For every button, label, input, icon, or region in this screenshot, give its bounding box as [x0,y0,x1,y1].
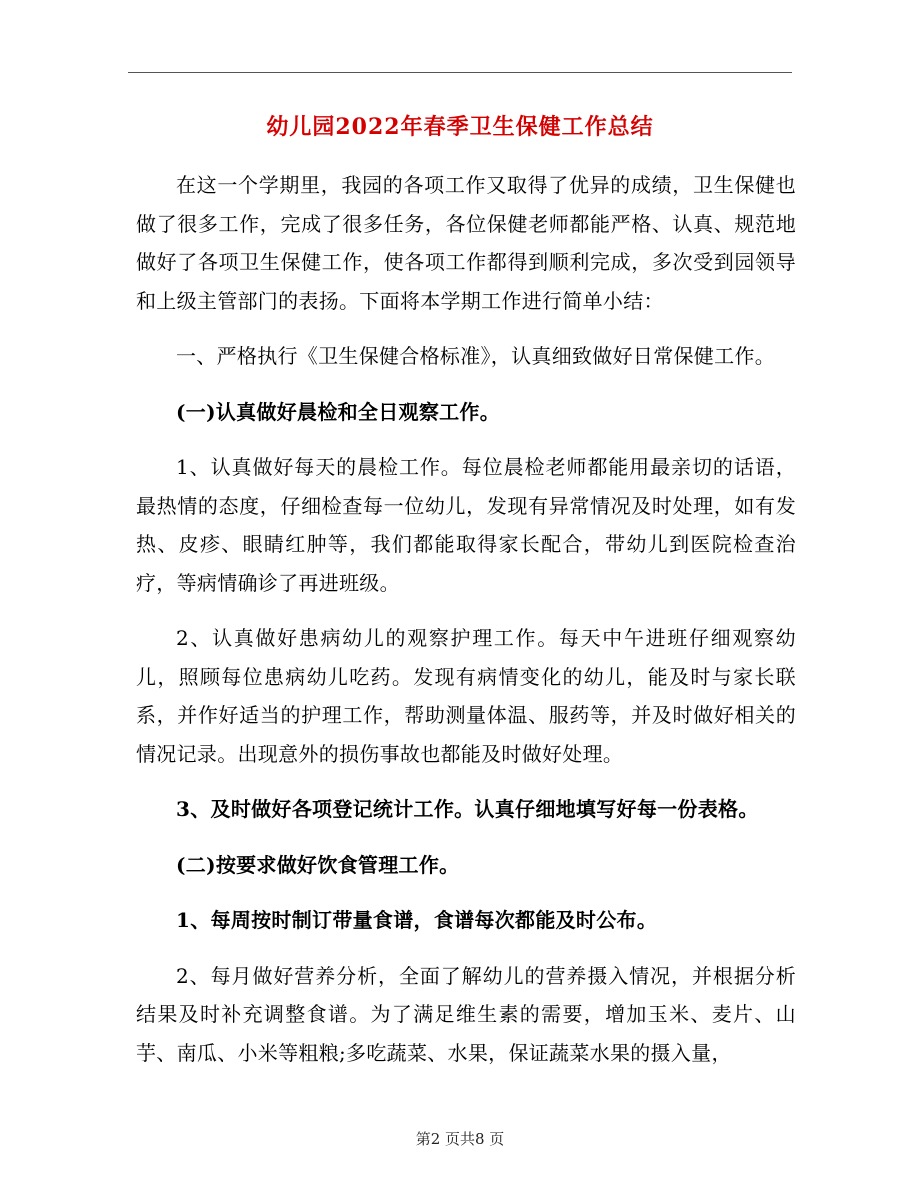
paragraph: 3、及时做好各项登记统计工作。认真仔细地填写好每一份表格。 [176,797,759,821]
paragraph: 2、认真做好患病幼儿的观察护理工作。每天中午进班仔细观察幼儿，照顾每位患病幼儿吃药。发现有病情变化的幼儿，能及时与家长联系，并作好适当的护理工作，帮助测量体温、服药等，并及时做好相关的情况记录。出现意外的损伤事故也都能及时做好处理。 [136,626,796,766]
paragraph: 1、每周按时制订带量食谱，食谱每次都能及时公布。 [176,908,658,932]
document-body [136,166,796,1089]
section-heading: (二)按要求做好饮食管理工作。 [176,852,460,877]
paragraph: 在这一个学期里，我园的各项工作又取得了优异的成绩，卫生保健也做了很多工作，完成了很多任务，各位保健老师都能严格、认真、规范地做好了各项卫生保健工作，使各项工作都得到顺利完成，多次受到园领导和上级主管部门的表扬。下面将本学期工作进行简单小结： [136,173,796,313]
paragraph: 一、严格执行《卫生保健合格标准》，认真细致做好日常保健工作。 [176,344,775,368]
section-heading: (一)认真做好晨检和全日观察工作。 [176,399,501,424]
header-rule [128,72,792,73]
page-number: 第2 页共8 页 [415,1130,505,1148]
document-title: 幼儿园2022年春季卫生保健工作总结 [266,114,654,140]
paragraph: 2、每月做好营养分析，全面了解幼儿的营养摄入情况，并根据分析结果及时补充调整食谱。为了满足维生素的需要，增加玉米、麦片、山芋、南瓜、小米等粗粮;多吃蔬菜、水果，保证蔬菜水果的摄入量， [136,963,796,1065]
paragraph: 1、认真做好每天的晨检工作。每位晨检老师都能用最亲切的话语，最热情的态度，仔细检查每一位幼儿，发现有异常情况及时处理，如有发热、皮疹、眼睛红肿等，我们都能取得家长配合，带幼儿到医院检查治疗，等病情确诊了再进班级。 [136,455,796,595]
